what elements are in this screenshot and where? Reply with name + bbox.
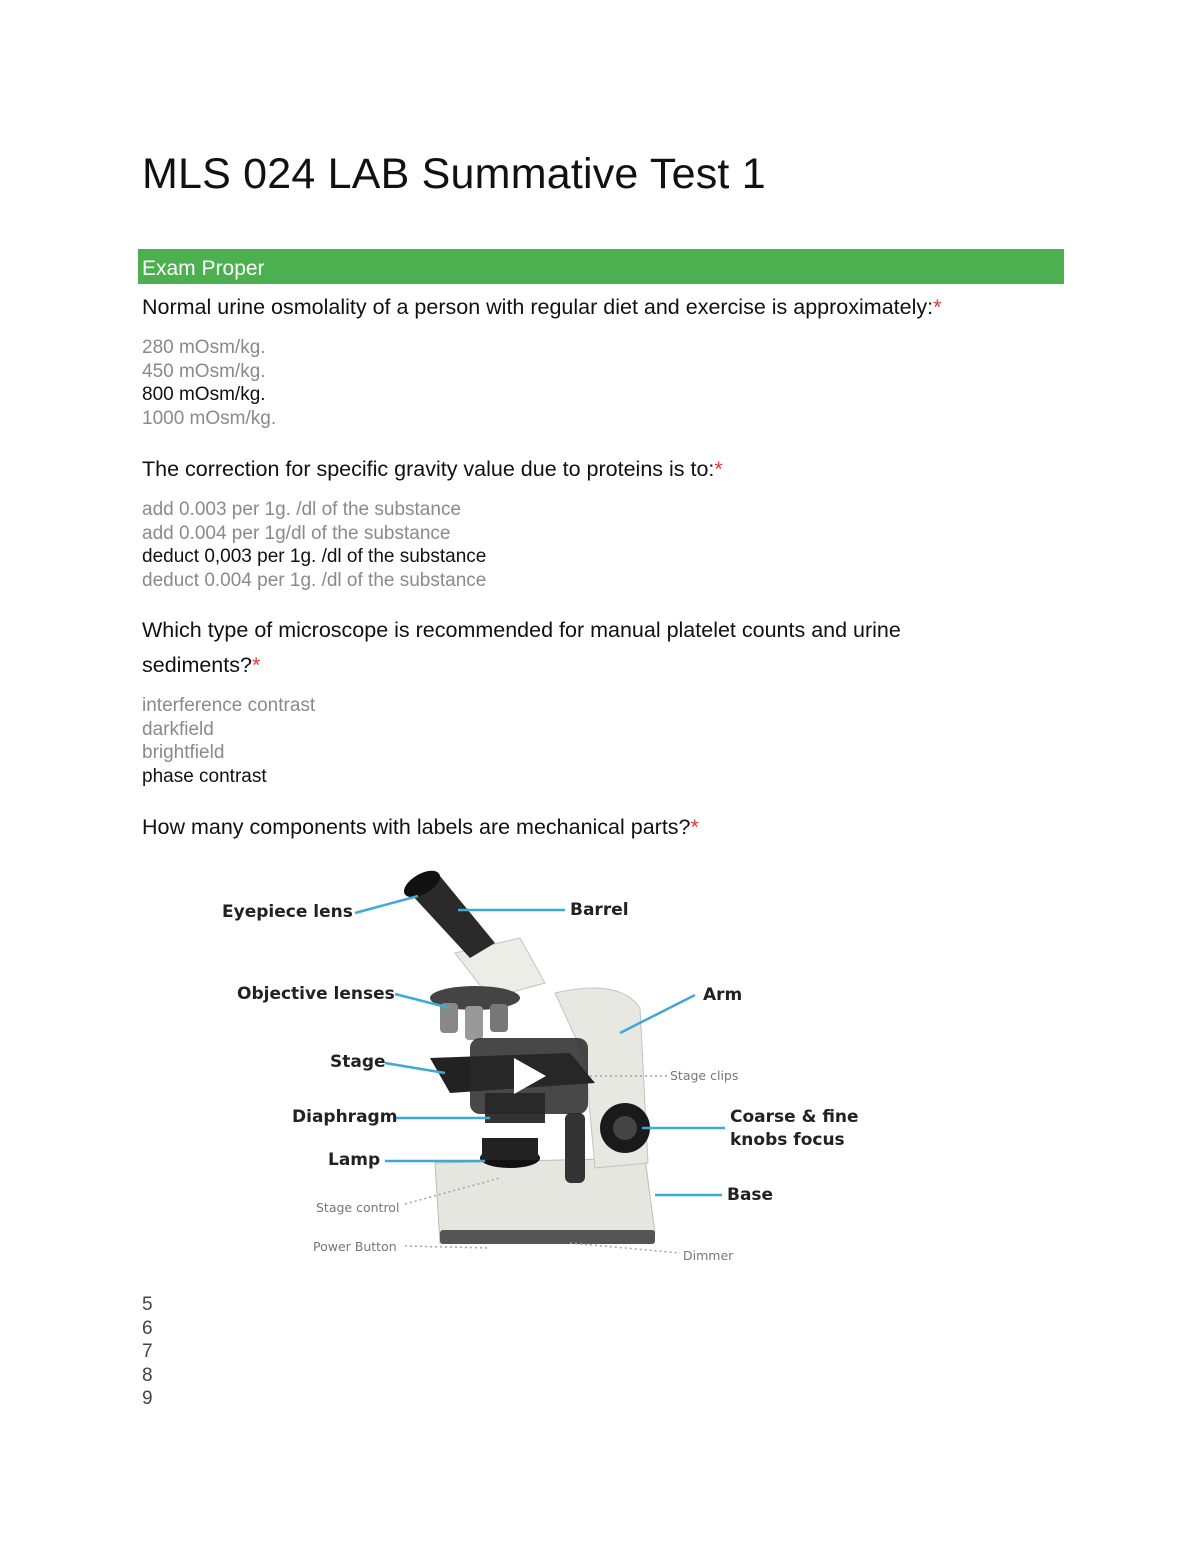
question-2-text: The correction for specific gravity value due to proteins is to:	[142, 457, 715, 481]
label-lamp: Lamp	[328, 1150, 381, 1170]
question-1-options	[142, 336, 276, 430]
question-3-text-line1: Which type of microscope is recommended for manual platelet counts and urine	[142, 618, 901, 642]
option[interactable]: 6	[142, 1317, 153, 1339]
label-stage-clips: Stage clips	[670, 1068, 739, 1083]
question-4-options	[142, 1293, 153, 1411]
required-asterisk: *	[251, 653, 261, 677]
option-selected[interactable]: 800 mOsm/kg.	[142, 384, 266, 405]
microscope-diagram	[200, 858, 900, 1278]
option-selected[interactable]: phase contrast	[142, 765, 267, 787]
question-2	[142, 452, 1042, 487]
label-coarse-1: Coarse & fine	[730, 1107, 859, 1127]
option[interactable]: 7	[142, 1341, 153, 1362]
option[interactable]: brightfield	[142, 742, 225, 763]
question-2-options	[142, 498, 486, 592]
option[interactable]: add 0.003 per 1g. /dl of the substance	[142, 499, 462, 520]
label-dimmer: Dimmer	[683, 1248, 734, 1263]
label-stage-control: Stage control	[316, 1200, 400, 1215]
option[interactable]: interference contrast	[142, 695, 316, 716]
label-objective: Objective lenses	[237, 984, 395, 1004]
section-header	[138, 249, 1064, 284]
required-asterisk: *	[714, 457, 723, 481]
option[interactable]: 1000 mOsm/kg.	[142, 407, 277, 429]
required-asterisk: *	[933, 295, 942, 319]
question-1-text: Normal urine osmolality of a person with regular diet and exercise is approximately:	[142, 295, 934, 319]
question-3-options	[142, 694, 315, 788]
label-barrel: Barrel	[570, 900, 629, 920]
video-play-button[interactable]	[470, 1038, 588, 1114]
question-4	[142, 810, 1042, 845]
label-stage: Stage	[330, 1052, 386, 1072]
option[interactable]: add 0.004 per 1g/dl of the substance	[142, 522, 451, 544]
label-eyepiece: Eyepiece lens	[222, 902, 353, 922]
option-selected[interactable]: deduct 0,003 per 1g. /dl of the substance	[142, 546, 487, 567]
section-title: Exam Proper	[142, 257, 265, 280]
label-diaphragm: Diaphragm	[292, 1107, 398, 1127]
option[interactable]: 5	[142, 1294, 153, 1315]
option[interactable]: 8	[142, 1364, 153, 1386]
label-base: Base	[727, 1185, 774, 1205]
label-power-button: Power Button	[313, 1239, 397, 1254]
label-arm: Arm	[703, 985, 743, 1005]
question-1	[142, 290, 1042, 325]
option[interactable]: 450 mOsm/kg.	[142, 360, 266, 382]
page-title: MLS 024 LAB Summative Test 1	[142, 150, 766, 198]
option[interactable]: deduct 0.004 per 1g. /dl of the substance	[142, 569, 487, 591]
play-icon	[514, 1058, 546, 1094]
question-3	[142, 613, 1042, 683]
label-coarse-2: knobs focus	[730, 1130, 845, 1150]
question-3-text-line2: sediments?	[142, 653, 252, 677]
required-asterisk: *	[690, 815, 699, 839]
option[interactable]: darkfield	[142, 718, 214, 740]
option[interactable]: 9	[142, 1388, 153, 1409]
question-4-text: How many components with labels are mechanical parts?	[142, 815, 691, 839]
option[interactable]: 280 mOsm/kg.	[142, 337, 266, 358]
